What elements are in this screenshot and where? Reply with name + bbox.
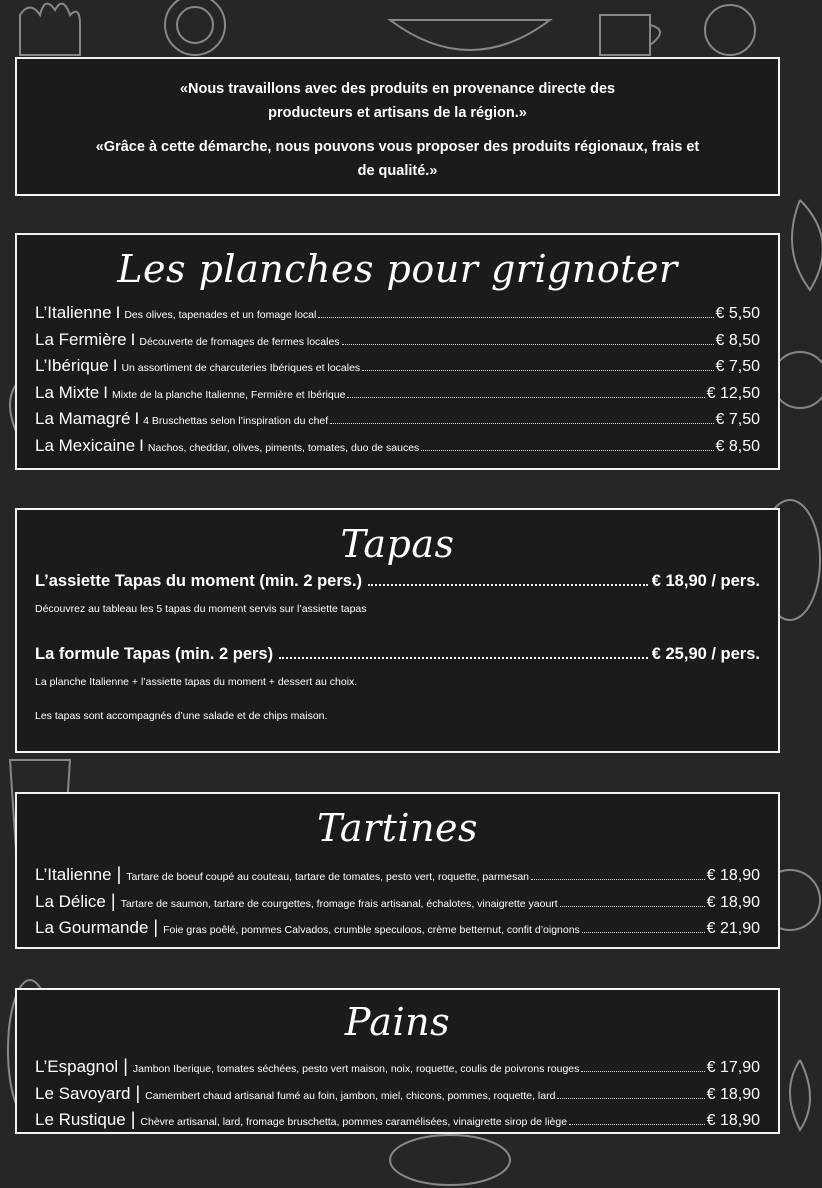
item-name: La Mexicaine <box>35 435 136 455</box>
menu-item <box>35 891 760 918</box>
item-price: € 18,90 <box>706 1085 760 1103</box>
tapas-panel <box>15 508 780 753</box>
item-separator: | <box>153 917 159 937</box>
item-price: € 7,50 <box>715 358 760 375</box>
dot-leader <box>560 906 705 907</box>
item-name: La Mixte <box>35 382 100 402</box>
item-description: Un assortiment de charcuteries Ibériques et locales <box>121 362 361 374</box>
item-separator: I <box>139 435 144 455</box>
muffin-doodle <box>705 5 755 55</box>
item-price: € 18,90 <box>706 893 760 911</box>
item-separator: | <box>130 1109 136 1129</box>
item-name: L’Italienne <box>35 865 112 884</box>
item-separator: | <box>110 890 116 911</box>
hand-doodle <box>20 4 80 55</box>
planches-title: Les planches pour grignoter <box>117 247 678 291</box>
item-name: L’Italienne <box>35 303 112 322</box>
item-description: Tartare de saumon, tartare de courgettes, fromage frais artisanal, échalotes, vinaigrette yaourt <box>120 897 558 910</box>
menu-item <box>35 356 760 383</box>
item-name: La Fermière <box>35 329 127 349</box>
item-separator: I <box>130 329 136 349</box>
quote-line-1: «Nous travaillons avec des produits en provenance directe des producteurs et artisans de la région.» <box>179 81 616 121</box>
dot-leader <box>347 397 704 398</box>
menu-item <box>35 303 760 330</box>
item-name: La Gourmande <box>35 918 149 937</box>
tapas-item-name: L’assiette Tapas du moment (min. 2 pers.) <box>35 572 363 590</box>
item-name: L’Espagnol <box>35 1057 119 1076</box>
item-separator: I <box>115 303 121 322</box>
tapas-item-price: € 25,90 / pers. <box>651 645 760 663</box>
tapas-item-description: La planche Italienne + l’assiette tapas du moment + dessert au choix. <box>35 676 358 688</box>
tapas-item-description: Découvrez au tableau les 5 tapas du moment servis sur l’assiette tapas <box>35 603 367 615</box>
menu-item <box>35 864 760 891</box>
tartines-panel <box>15 792 780 949</box>
dot-leader <box>582 932 705 933</box>
bowl-doodle <box>390 20 550 50</box>
menu-item <box>35 383 760 410</box>
dot-leader <box>279 657 648 659</box>
item-separator: | <box>135 1082 141 1103</box>
dot-leader <box>362 370 713 371</box>
tapas-item-price: € 18,90 / pers. <box>651 572 760 590</box>
item-description: Mixte de la planche Italienne, Fermière et Ibérique <box>111 388 346 401</box>
item-description: Chèvre artisanal, lard, fromage bruschetta, pommes caramélisées, vinaigrette sirop de liège <box>140 1116 568 1128</box>
dot-leader <box>421 450 713 451</box>
item-separator: I <box>112 356 118 375</box>
item-separator: I <box>134 409 140 428</box>
item-description: 4 Bruschettas selon l’inspiration du chef <box>143 415 329 427</box>
item-separator: I <box>103 382 108 402</box>
item-description: Des olives, tapenades et un fomage local <box>124 309 317 321</box>
menu-item <box>35 1056 760 1083</box>
leaf-doodle <box>792 200 822 290</box>
menu-item <box>35 1083 760 1110</box>
dot-leader <box>531 879 705 880</box>
item-price: € 8,50 <box>715 331 760 349</box>
item-description: Jambon Iberique, tomates séchées, pesto vert maison, noix, roquette, coulis de poivrons rouges <box>132 1063 580 1075</box>
menu-item <box>35 409 760 436</box>
dot-leader <box>330 423 713 424</box>
item-name: L’Ibérique <box>35 356 109 375</box>
dot-leader <box>318 317 713 318</box>
item-separator: | <box>123 1056 128 1076</box>
dot-leader <box>368 584 648 586</box>
tartines-title: Tartines <box>316 806 479 850</box>
tapas-item <box>35 572 760 591</box>
dot-leader <box>557 1098 704 1099</box>
item-name: La Mamagré <box>35 409 131 428</box>
item-price: € 8,50 <box>715 437 760 455</box>
cup-doodle <box>600 15 660 55</box>
item-description: Découverte de fromages de fermes locales <box>139 335 340 348</box>
tapas-title: Tapas <box>340 522 455 566</box>
dot-leader <box>581 1071 704 1072</box>
pepper-doodle <box>790 1060 810 1130</box>
item-description: Camembert chaud artisanal fumé au foin, jambon, miel, chicons, pommes, roquette, lard <box>145 1089 556 1102</box>
item-price: € 18,90 <box>706 867 760 884</box>
item-name: Le Savoyard <box>35 1083 131 1103</box>
item-description: Tartare de boeuf coupé au couteau, tartare de tomates, pesto vert, roquette, parmesan <box>126 871 530 883</box>
menu-item <box>35 917 760 944</box>
dot-leader <box>342 344 714 345</box>
item-price: € 17,90 <box>706 1059 760 1076</box>
tapas-item <box>35 645 760 664</box>
item-price: € 21,90 <box>706 920 760 937</box>
menu-item <box>35 330 760 357</box>
item-name: Le Rustique <box>35 1110 126 1129</box>
item-name: La Délice <box>35 891 106 911</box>
fish-doodle <box>390 1135 510 1185</box>
item-price: € 12,50 <box>706 384 760 402</box>
citrus-doodle <box>165 0 225 55</box>
item-separator: | <box>116 864 122 884</box>
planches-panel <box>15 233 780 470</box>
tapas-note: Les tapas sont accompagnés d’une salade et de chips maison. <box>35 710 328 722</box>
pains-title: Pains <box>344 1000 451 1044</box>
pains-panel <box>15 988 780 1134</box>
quote-line-2: «Grâce à cette démarche, nous pouvons vous proposer des produits régionaux, frais et de qualité.» <box>95 139 700 179</box>
quote-panel <box>15 57 780 196</box>
tapas-item-name: La formule Tapas (min. 2 pers) <box>35 645 274 663</box>
item-price: € 18,90 <box>706 1112 760 1129</box>
item-description: Nachos, cheddar, olives, piments, tomates, duo de sauces <box>147 441 420 454</box>
menu-item <box>35 436 760 463</box>
dot-leader <box>569 1124 705 1125</box>
item-price: € 7,50 <box>715 411 760 428</box>
item-price: € 5,50 <box>715 305 760 322</box>
item-description: Foie gras poêlé, pommes Calvados, crumble speculoos, crème betternut, confit d’oignons <box>163 924 580 936</box>
menu-item <box>35 1109 760 1136</box>
